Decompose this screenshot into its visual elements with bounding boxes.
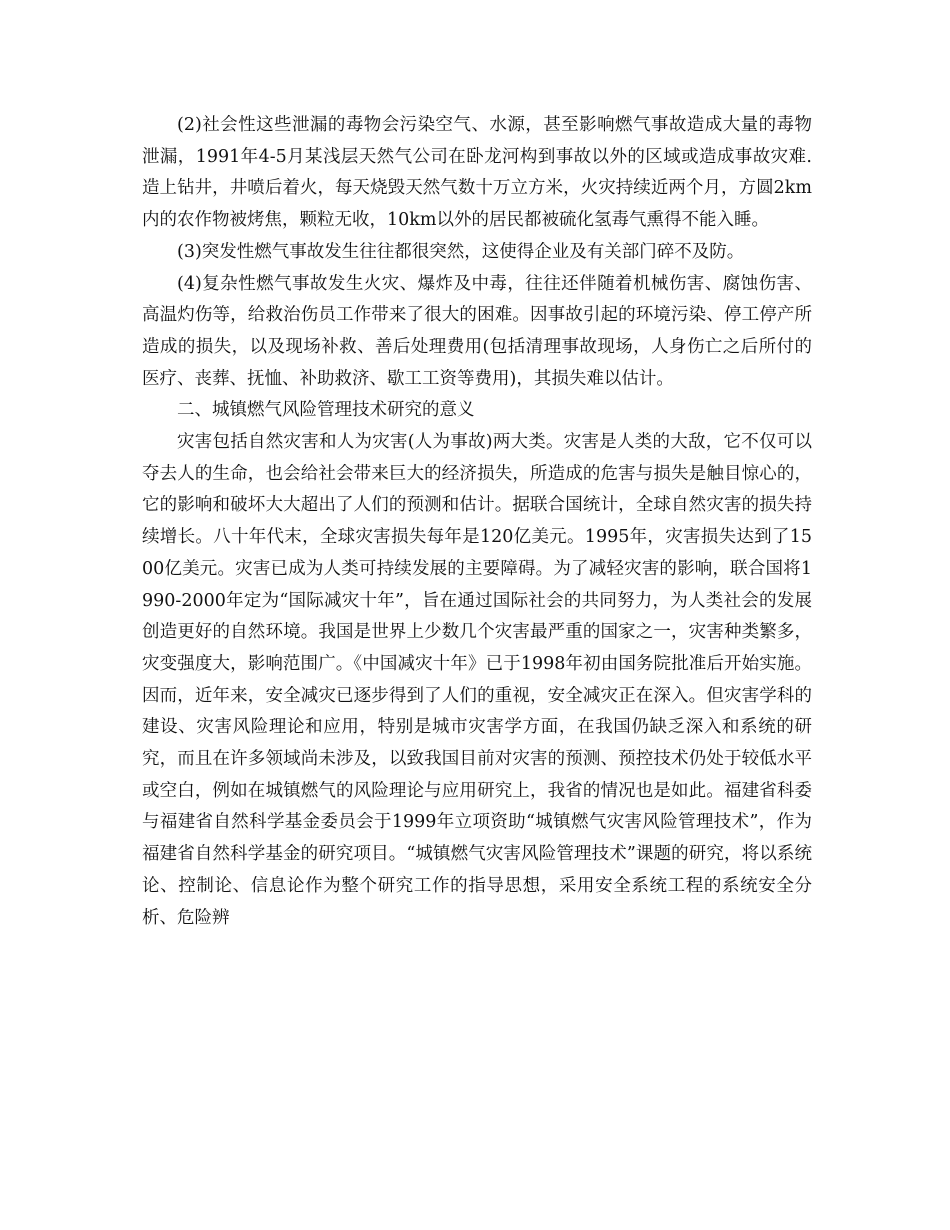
document-body <box>142 110 812 934</box>
section-heading: 二、城镇燃气风险管理技术研究的意义 <box>177 400 475 421</box>
paragraph-social-impact: (2)社会性这些泄漏的毒物会污染空气、水源，甚至影响燃气事故造成大量的毒物泄漏，1991年4-5月某浅层天然气公司在卧龙河构到事故以外的区域或造成事故灾难.造上钻井，井喷后着火，每天烧毁天然气数十万立方米，火灾持续近两个月，方圆2km内的农作物被烤焦，颗粒无收，10km以外的居民都被硫化氢毒气熏得不能入睡。 <box>142 115 812 231</box>
paragraph-suddenness: (3)突发性燃气事故发生往往都很突然，这使得企业及有关部门碎不及防。 <box>177 241 745 262</box>
paragraph-significance: 灾害包括自然灾害和人为灾害(人为事故)两大类。灾害是人类的大敌，它不仅可以夺去人的生命，也会给社会带来巨大的经济损失，所造成的危害与损失是触目惊心的，它的影响和破坏大大超出了人们的预测和估计。据联合国统计，全球自然灾害的损失持续增长。八十年代末，全球灾害损失每年是120亿美元。1995年，灾害损失达到了1500亿美元。灾害已成为人类可持续发展的主要障碍。为了减轻灾害的影响，联合国将1990-2000年定为“国际减灾十年”，旨在通过国际社会的共同努力，为人类社会的发展创造更好的自然环境。我国是世界上少数几个灾害最严重的国家之一，灾害种类繁多，灾变强度大，影响范围广。《中国减灾十年》已于1998年初由国务院批准后开始实施。因而，近年来，安全减灾已逐步得到了人们的重视，安全减灾正在深入。但灾害学科的建设、灾害风险理论和应用，特别是城市灾害学方面，在我国仍缺乏深入和系统的研究，而且在许多领域尚未涉及，以致我国目前对灾害的预测、预控技术仍处于较低水平或空白，例如在城镇燃气的风险理论与应用研究上，我省的情况也是如此。福建省科委与福建省自然科学基金委员会于1999年立项资助“城镇燃气灾害风险管理技术”，作为福建省自然科学基金的研究项目。“城镇燃气灾害风险管理技术”课题的研究，将以系统论、控制论、信息论作为整个研究工作的指导思想，采用安全系统工程的系统安全分析、危险辨 <box>142 432 812 928</box>
paragraph-complexity: (4)复杂性燃气事故发生火灾、爆炸及中毒，往往还伴随着机械伤害、腐蚀伤害、高温灼伤等，给救治伤员工作带来了很大的困难。因事故引起的环境污染、停工停产所造成的损失，以及现场补救、善后处理费用(包括清理事故现场，人身伤亡之后所付的医疗、丧葬、抚恤、补助救济、歇工工资等费用)，其损失难以估计。 <box>142 273 812 389</box>
